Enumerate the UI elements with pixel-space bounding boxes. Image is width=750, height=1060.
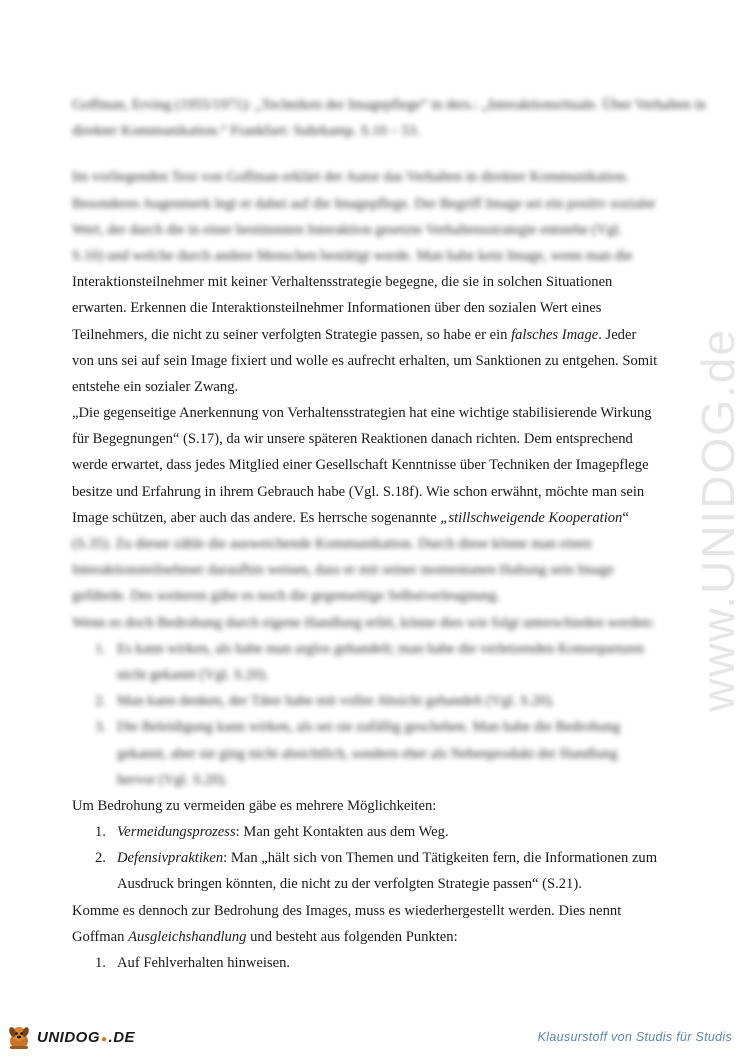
text-line: Wert, der durch die in einer bestimmten Interaktion gesetzte Verhaltensstrategie entstehe (Vgl. xyxy=(72,221,623,238)
list-item: 1. Auf Fehlverhalten hinweisen. xyxy=(95,955,291,971)
logo-text: UNIDOG●.DE xyxy=(37,1028,136,1046)
list-item-continuation: Ausdruck bringen könnten, die nicht zu der verfolgten Strategie passen“ (S.21). xyxy=(117,876,582,893)
footer-tagline: Klausurstoff von Studis für Studis xyxy=(537,1030,732,1044)
emphasis: Vermeidungsprozess xyxy=(117,824,236,841)
paragraph-3 xyxy=(72,793,682,898)
emphasis: „stillschweigende Kooperation xyxy=(440,509,623,526)
list-item-continuation: gekannt, aber sie ging nicht absichtlich, sondern eher als Nebenprodukt der Handlung xyxy=(117,745,618,762)
unidog-logo[interactable] xyxy=(4,1022,135,1052)
text-line: erwarten. Erkennen die Interaktionsteilnehmer Informationen über den sozialen Wert eines xyxy=(72,300,602,317)
emphasis: Defensivpraktiken xyxy=(117,850,224,867)
paw-icon: ● xyxy=(101,1033,108,1045)
watermark: www.UNIDOG.de xyxy=(692,328,745,712)
paragraph-2 xyxy=(72,400,682,531)
citation-line: Goffman, Erving (1955/1971): „Techniken der Imagepflege“ in ders.: „Interaktionsrituale. Über Verhalten in xyxy=(72,97,706,113)
paragraph-4 xyxy=(72,898,682,977)
text-line: Interaktionsteilnehmer mit keiner Verhaltensstrategie begegne, die sie in solchen Situationen xyxy=(72,274,613,291)
text-line: Teilnehmers, die nicht zu seiner verfolgten Strategie passen, so habe er ein falsches Image. Jeder xyxy=(72,326,637,343)
text-line: Komme es dennoch zur Bedrohung des Images, muss es wiederhergestellt werden. Dies nennt xyxy=(72,902,622,919)
text-line: Wenn es doch Bedrohung durch eigene Handlung erlitt, könne dies wie folgt unterschieden werden: xyxy=(72,614,655,631)
text-line: (S.35). Zu dieser zähle die ausweichende Kommunikation. Durch diese könne man einen xyxy=(72,536,592,552)
text-line: „Die gegenseitige Anerkennung von Verhaltensstrategien hat eine wichtige stabilisierende Wirkung xyxy=(72,405,652,422)
text-line: Interaktionsteilnehmer daraufhin weisen, dass er mit seiner momentanen Haltung sein Image xyxy=(72,562,614,579)
text-line: Image schützen, aber auch das andere. Es herrsche sogenannte „stillschweigende Kooperation“ xyxy=(72,509,629,526)
text-line: Im vorliegenden Text von Goffman erklärt der Autor das Verhalten in direkter Kommunikation. xyxy=(72,169,630,186)
text-line: S.10) und welche durch andere Menschen bestätigt werde. Man habe kein Image, wenn man die xyxy=(72,247,633,264)
paragraph-blurred xyxy=(72,531,682,793)
text-line: entstehe ein sozialer Zwang. xyxy=(72,378,239,395)
paragraph-blurred xyxy=(72,164,682,269)
dog-mascot-icon xyxy=(4,1023,34,1051)
text-line: für Begegnungen“ (S.17), da wir unsere späteren Reaktionen danach richten. Dem entsprechend xyxy=(72,431,633,448)
text-line: von uns sei auf sein Image fixiert und wolle es aufrecht erhalten, um Sanktionen zu entgehen. Somit xyxy=(72,352,658,369)
list-item-continuation: nicht gekannt (Vgl. S.20). xyxy=(117,666,269,683)
emphasis: falsches Image xyxy=(511,326,599,343)
text-line: besitze und Erfahrung in ihrem Gebrauch habe (Vgl. S.18f). Wie schon erwähnt, möchte man sein xyxy=(72,483,645,500)
text-line: Um Bedrohung zu vermeiden gäbe es mehrere Möglichkeiten: xyxy=(72,797,437,814)
citation-blurred xyxy=(72,92,706,144)
text-line: Besonderes Augenmerk legt er dabei auf die Imagepflege. Der Begriff Image sei ein positiv sozialer xyxy=(72,195,656,212)
list-item: 2. Defensivpraktiken: Man „hält sich von Themen und Tätigkeiten fern, die Informationen zum xyxy=(95,850,658,867)
text-line: werde erwartet, dass jedes Mitglied einer Gesellschaft Kenntnisse über Techniken der Imagepflege xyxy=(72,457,649,474)
list-item-continuation: hervor (Vgl. S.20). xyxy=(117,771,228,788)
text-line: gefährde. Des weiteren gäbe es noch die gegenseitige Selbstverleugnung. xyxy=(72,588,500,605)
paragraph-1 xyxy=(72,269,682,400)
document-body xyxy=(72,92,706,976)
list-item: 1. Es kann wirken, als habe man arglos gehandelt; man habe die verletzenden Konsequenzen xyxy=(95,640,644,657)
text-line: Goffman Ausgleichshandlung und besteht aus folgenden Punkten: xyxy=(72,928,458,945)
list-item: 2. Man kann denken, der Täter habe mit voller Absicht gehandelt (Vgl. S.20). xyxy=(95,693,555,710)
list-item: 3. Die Beleidigung kann wirken, als sei sie zufällig geschehen. Man habe die Bedrohung xyxy=(95,719,621,736)
citation-line: direkter Kommunikation.“ Frankfurt: Suhrkamp. S.10 – 53. xyxy=(72,123,420,140)
emphasis: Ausgleichshandlung xyxy=(128,928,247,945)
list-item: 1. Vermeidungsprozess: Man geht Kontakten aus dem Weg. xyxy=(95,824,449,841)
